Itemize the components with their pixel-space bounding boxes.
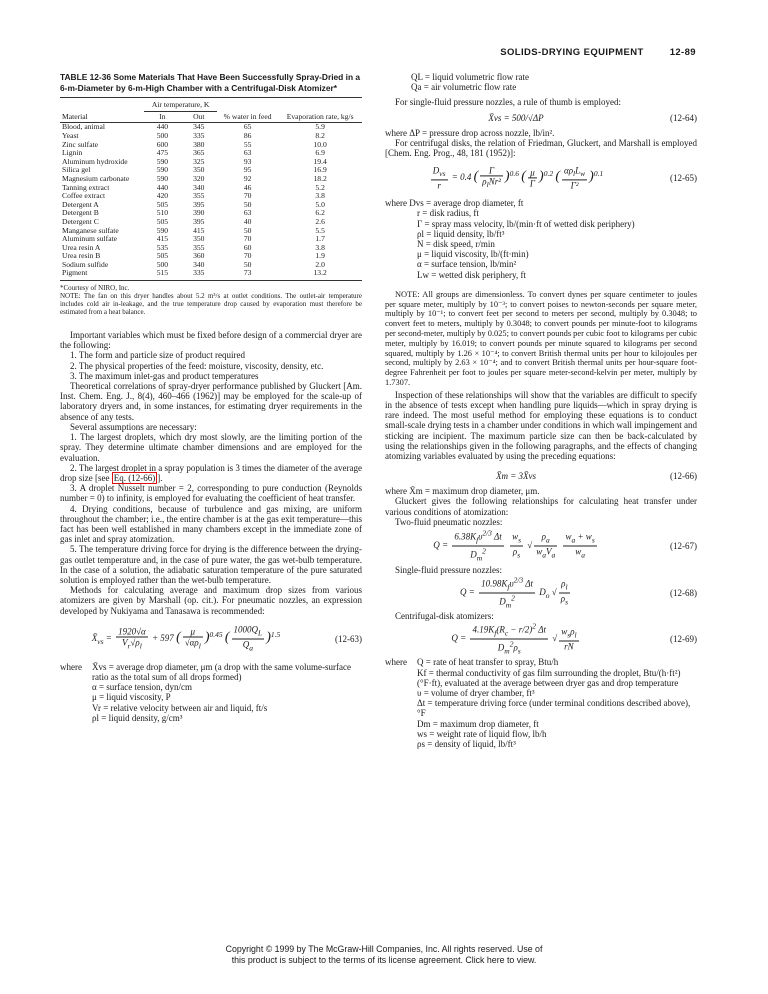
equation-number: (12-69) — [670, 634, 697, 645]
definition: υ = volume of dryer chamber, ft³ — [417, 688, 535, 699]
equation-12-66 — [385, 469, 697, 483]
value-cell: 325 — [193, 156, 205, 166]
value-cell: 345 — [193, 122, 205, 132]
value-cell: 360 — [193, 251, 205, 261]
value-cell: 1.7 — [315, 234, 325, 244]
material-cell: Coffee extract — [62, 191, 106, 201]
value-cell: 46 — [243, 182, 252, 192]
value-cell: 6.2 — [315, 208, 325, 218]
col-evap: Evaporation rate, kg/s — [278, 98, 362, 123]
paragraph: Methods for calculating average and maximum drop sizes from various atomizers are given by Marshall (op. cit.). For pneumatic nozzles, an expression developed by Nukiyama and Tanasawa is recommended: — [60, 585, 362, 616]
value-cell: 50 — [243, 199, 252, 209]
value-cell: 355 — [193, 242, 205, 252]
value-cell: 5.2 — [315, 182, 325, 192]
definition: Q = rate of heat transfer to spray, Btu/h — [417, 657, 559, 668]
value-cell: 5.5 — [315, 225, 325, 235]
value-cell: 95 — [243, 165, 252, 175]
paragraph: Several assumptions are necessary: — [70, 421, 197, 432]
equation-12-69 — [385, 621, 697, 656]
equation-12-67 — [385, 530, 697, 562]
right-column — [385, 72, 697, 749]
paragraph: Inspection of these relationships will show that the variables are difficult to specify in the absence of tests except when handling pure liquids—which in spray drying is rare indeed. The most useful method for employing these equations is to conduct small-scale drying tests in a chamber under conditions in which wall impingement and sticking are incipient. The maximum particle size can then be back-calculated by using the relationships given in the following paragraphs, and the effects of changing atomizing variables evaluated by using the preceding equations: — [385, 389, 697, 462]
material-cell: Sodium sulfide — [62, 259, 109, 269]
note-paragraph: NOTE: All groups are dimensionless. To convert dynes per square centimeter to joules per square meter, multiply by 10⁻³; to convert poises to newton-seconds per square meter, multiply by 10⁻¹; to convert feet per second to meters per second, multiply by 0.3048; to convert feet to meters, multiply by 0.3048; to convert pounds per minute-foot to kilograms per second-meter, multiply by 0.025; to convert pounds per cubic foot to kilograms per cubic meter, multiply by 16.019; to convert pounds per minute squared to kilograms per second squared, multiply by 1.26 × 10⁻⁴; to convert British thermal units per hour to kilojoules per second, multiply by 2.63 × 10⁻⁴; and to convert British thermal units per hour-square foot-degree Fahrenheit per foot to joules per square meter-second-kelvin per meter, multiply by 1.7307. — [385, 289, 697, 388]
list-item: 3. The maximum inlet-gas and product temperatures — [70, 370, 259, 381]
definition: Qa = air volumetric flow rate — [411, 82, 517, 93]
subheading: Centrifugal-disk atomizers: — [395, 611, 494, 622]
value-cell: 420 — [156, 191, 169, 201]
paragraph: Important variables which must be fixed before design of a commercial dryer are the following: — [60, 330, 362, 351]
equation-expression: Q = $\frac{10.98K_f\upsilon^{2/3} \Delta t}{D_m^2}$ $D_o$ √ $\frac{\rho_l}{\rho_s}$ — [460, 575, 568, 610]
equation-12-64 — [385, 111, 697, 125]
value-cell: 50 — [243, 225, 252, 235]
value-cell: 2.6 — [315, 216, 325, 226]
running-head — [500, 47, 696, 58]
equation-number: (12-68) — [670, 588, 697, 599]
equation-12-65 — [385, 161, 697, 195]
value-cell: 70 — [243, 234, 252, 244]
definition: ρs = density of liquid, lb/ft³ — [417, 739, 516, 750]
value-cell: 40 — [243, 216, 252, 226]
value-cell: 590 — [156, 156, 169, 166]
paragraph: Theoretical correlations of spray-dryer performance published by Gluckert [Am. Inst. Chem. Eng. J., 8(4), 460–466 (1962)] may be employed for the scale-up of laboratory dryers and, in some instances, for estimating dryer requirements in the absence of any tests. — [60, 381, 362, 422]
material-cell: Silica gel — [62, 165, 91, 175]
value-cell: 3.8 — [315, 191, 325, 201]
equation-number: (12-66) — [670, 471, 697, 482]
definition: where Dvs = average drop diameter, ft — [385, 198, 524, 209]
material-cell: Detergent C — [62, 216, 99, 226]
value-cell: 395 — [193, 199, 205, 209]
value-cell: 340 — [193, 259, 205, 269]
definitions — [385, 198, 697, 280]
value-cell: 590 — [156, 165, 169, 175]
equation-expression: X̄vs = 500/√ΔP — [488, 112, 544, 123]
footer-line: Copyright © 1999 by The McGraw-Hill Companies, Inc. All rights reserved. Use of — [225, 944, 543, 954]
equation-number: (12-64) — [670, 112, 697, 123]
equation-expression: X̄m = 3X̄vs — [495, 471, 537, 482]
paragraph: Gluckert gives the following relationships for calculating heat transfer under various conditions of atomization: — [385, 496, 697, 517]
value-cell: 505 — [156, 199, 169, 209]
equation-expression: Q = $\frac{6.38K_f\upsilon^{2/3} \Delta t}{D_m^2}$ $\frac{w_s}{\rho_s}$ √ $\frac{\rho_a}{w_aV_a}$ $\frac{w_a + w_s}{w_a}$ — [433, 528, 595, 563]
value-cell: 355 — [193, 191, 205, 201]
value-cell: 415 — [156, 234, 169, 244]
definition: Γ = spray mass velocity, lb/(min·ft of wetted disk periphery) — [417, 218, 635, 229]
list-item: 2. The physical properties of the feed: moisture, viscosity, density, etc. — [70, 360, 324, 371]
equation-number: (12-63) — [335, 633, 362, 644]
list-item: 1. The form and particle size of product required — [70, 350, 246, 361]
list-item: 5. The temperature driving force for drying is the difference between the drying-gas outlet temperature and, in the case of pure water, the gas wet-bulb temperature. In the case of a solution, the adiabatic saturation temperature of the pure saturated solution is employed rather than the wet-bulb temperature. — [60, 544, 362, 585]
definition: Kf = thermal conductivity of gas film surrounding the droplet, Btu/(h·ft²)(°F·ft), evaluated at the average between dryer gas and drop temperature — [417, 667, 681, 688]
paragraph: where X̄m = maximum drop diameter, μm. — [385, 486, 540, 497]
definition: α = surface tension, dyn/cm — [92, 682, 193, 693]
col-water: % water in feed — [217, 98, 278, 123]
value-cell: 18.2 — [313, 173, 327, 183]
footer-link[interactable]: this product is subject to the terms of its license agreement. Click here to view. — [231, 955, 537, 965]
table-note: NOTE: The fan on this dryer handles about 5.2 m³/s at outlet conditions. The outlet-air temperature includes cold air in-leakage, and the true temperature drop caused by evaporation must therefore be estimated from a heat balance. — [60, 292, 362, 317]
value-cell: 16.9 — [313, 165, 327, 175]
col-material: Material — [60, 98, 144, 123]
value-cell: 5.0 — [315, 199, 325, 209]
value-cell: 415 — [193, 225, 205, 235]
material-cell: Yeast — [62, 130, 79, 140]
definition: Dm = maximum drop diameter, ft — [417, 718, 539, 729]
value-cell: 5.9 — [315, 122, 325, 132]
definition: α = surface tension, lb/min² — [417, 259, 517, 270]
value-cell: 73 — [217, 269, 278, 280]
material-cell: Blood, animal — [62, 122, 106, 132]
col-in: In — [144, 111, 180, 123]
equation-expression: Q = $\frac{4.19K_f(R_c - r/2)^2 \Delta t}{D_m^2\rho_s}$ √ $\frac{w_s\rho_l}{rN}$ — [451, 621, 577, 656]
value-cell: 590 — [156, 225, 169, 235]
value-cell: 335 — [193, 130, 205, 140]
material-cell: Manganese sulfate — [62, 225, 119, 235]
value-cell: 475 — [156, 148, 169, 158]
paragraph: For single-fluid pressure nozzles, a rule of thumb is employed: — [395, 97, 621, 108]
value-cell: 13.2 — [278, 269, 362, 280]
definition: Vr = relative velocity between air and liquid, ft/s — [92, 702, 268, 713]
material-cell: Tanning extract — [62, 182, 110, 192]
text-span: 2. The largest droplet in a spray population is 3 times the diameter of the average drop size [see — [60, 462, 362, 483]
value-cell: 86 — [243, 130, 252, 140]
value-cell: 440 — [156, 122, 169, 132]
value-cell: 505 — [156, 216, 169, 226]
definition: X̄vs = average drop diameter, μm (a drop with the same volume-surface ratio as the total sum of all drops formed) — [92, 661, 351, 682]
value-cell: 10.0 — [313, 139, 327, 149]
value-cell: 515 — [144, 269, 180, 280]
value-cell: 335 — [181, 269, 217, 280]
table-row — [60, 269, 362, 280]
value-cell: 600 — [156, 139, 169, 149]
definition: N = disk speed, r/min — [417, 239, 495, 250]
material-cell: Detergent B — [62, 208, 99, 218]
material-cell: Lignin — [62, 148, 83, 158]
definition: ρl = liquid density, g/cm³ — [92, 712, 183, 723]
value-cell: 70 — [243, 191, 252, 201]
paragraph: where ΔP = pressure drop across nozzle, lb/in². — [385, 127, 555, 138]
value-cell: 535 — [156, 242, 169, 252]
value-cell: 63 — [243, 148, 252, 158]
value-cell: 3.8 — [315, 242, 325, 252]
where-label: where — [60, 661, 82, 672]
value-cell: 60 — [243, 242, 252, 252]
text-span: ]. — [157, 472, 163, 483]
material-cell: Magnesium carbonate — [62, 173, 130, 183]
material-cell: Aluminum sulfate — [62, 234, 118, 244]
definition: μ = liquid viscosity, P — [92, 692, 171, 703]
equation-number: (12-67) — [670, 540, 697, 551]
value-cell: 395 — [193, 216, 205, 226]
definition: ws = weight rate of liquid flow, lb/h — [417, 728, 547, 739]
value-cell: 6.9 — [315, 148, 325, 158]
value-cell: 8.2 — [315, 130, 325, 140]
equation-number: (12-65) — [670, 173, 697, 184]
paragraph: For centrifugal disks, the relation of Friedman, Gluckert, and Marshall is employed [Chem. Eng. Prog., 48, 181 (1952)]: — [385, 137, 697, 159]
list-item — [60, 463, 362, 483]
definition: μ = liquid viscosity, lb/(ft·min) — [417, 249, 529, 260]
materials-table — [60, 97, 362, 281]
definitions — [60, 662, 362, 723]
value-cell: 70 — [243, 251, 252, 261]
definition: Lw = wetted disk periphery, ft — [417, 269, 526, 280]
value-cell: 380 — [193, 139, 205, 149]
material-cell: Urea resin B — [62, 251, 101, 261]
definitions — [385, 657, 697, 749]
list-item: 4. Drying conditions, because of turbulence and gas mixing, are uniform throughout the chamber; i.e., the entire chamber is at the gas exit temperature—this fact has been well established in many chambers except in the immediate zone of gas inlet and spray atomization. — [60, 503, 362, 545]
definition: QL = liquid volumetric flow rate — [411, 72, 529, 82]
definition: ρl = liquid density, lb/ft³ — [417, 228, 505, 239]
value-cell: 340 — [193, 182, 205, 192]
material-cell: Zinc sulfate — [62, 139, 99, 149]
running-head-title: SOLIDS-DRYING EQUIPMENT — [500, 47, 644, 58]
table-footnote: *Courtesy of NIRO, Inc. — [60, 284, 130, 293]
value-cell: 50 — [243, 259, 252, 269]
value-cell: 1.9 — [315, 251, 325, 261]
value-cell: 500 — [156, 259, 169, 269]
material-cell: Aluminum hydroxide — [62, 156, 128, 166]
table-caption: TABLE 12-36 Some Materials That Have Been Successfully Spray-Dried in a 6-m-Diameter by 6-m-High Chamber with a Centrifugal-Disk Atomizer* — [60, 72, 361, 93]
equation-link[interactable]: Eq. (12-66) — [113, 472, 156, 483]
table-body — [60, 123, 362, 281]
equation-expression: $X̄_{vs}$ = $\frac{1920√\alpha}{V_r√\rho_l}$ + 597 ( $\frac{\mu}{√\alpha\rho_l}$ )$^{0.45}$ ( $\frac{1000Q_L}{Q_a}$ )$^{1.5}$ — [91, 624, 281, 653]
material-cell: Pigment — [60, 269, 144, 280]
page-number: 12-89 — [669, 47, 696, 58]
value-cell: 350 — [193, 234, 205, 244]
equation-12-68 — [385, 575, 697, 610]
value-cell: 320 — [193, 173, 205, 183]
value-cell: 505 — [156, 251, 169, 261]
value-cell: 55 — [243, 139, 252, 149]
list-item: 3. A droplet Nusselt number = 2, corresponding to pure conduction (Reynolds number = 0) to infinity, is employed for evaluating the coefficient of heat transfer. — [60, 483, 362, 504]
value-cell: 440 — [156, 182, 169, 192]
definition: r = disk radius, ft — [417, 208, 479, 219]
material-cell: Urea resin A — [62, 242, 101, 252]
list-item: 1. The largest droplets, which dry most slowly, are the limiting portion of the spray. They determine ultimate chamber dimensions and are employed for the evaluation. — [60, 432, 362, 463]
value-cell: 93 — [243, 156, 252, 166]
value-cell: 500 — [156, 130, 169, 140]
subheading: Two-fluid pneumatic nozzles: — [395, 516, 503, 527]
left-column — [60, 72, 362, 723]
material-cell: Detergent A — [62, 199, 99, 209]
equation-12-63 — [60, 619, 362, 659]
col-air-temp: Air temperature, K — [144, 98, 217, 112]
value-cell: 19.4 — [313, 156, 327, 166]
subheading: Single-fluid pressure nozzles: — [395, 565, 502, 576]
col-out: Out — [181, 111, 217, 123]
equation-expression: $\frac{D_{vs}}{r}$ = 0.4 ( $\frac{\Gamma}{\rho_lNr^2}$ )$^{0.6}$ ( $\frac{\mu}{\Gamma}$ )$^{0.2}$ ( $\frac{\alpha\rho_lL_w}{\text{Γ²}}$ )$^{0.1}$ — [432, 165, 604, 191]
where-label: where — [385, 657, 407, 668]
value-cell: 390 — [193, 208, 205, 218]
value-cell: 92 — [243, 173, 252, 183]
value-cell: 2.0 — [315, 259, 325, 269]
copyright-footer[interactable] — [170, 944, 598, 966]
value-cell: 510 — [156, 208, 169, 218]
definition: Δt = temperature driving force (under terminal conditions described above), °F — [417, 698, 691, 719]
value-cell: 65 — [243, 122, 252, 132]
value-cell: 590 — [156, 173, 169, 183]
value-cell: 365 — [193, 148, 205, 158]
value-cell: 63 — [243, 208, 252, 218]
value-cell: 350 — [193, 165, 205, 175]
